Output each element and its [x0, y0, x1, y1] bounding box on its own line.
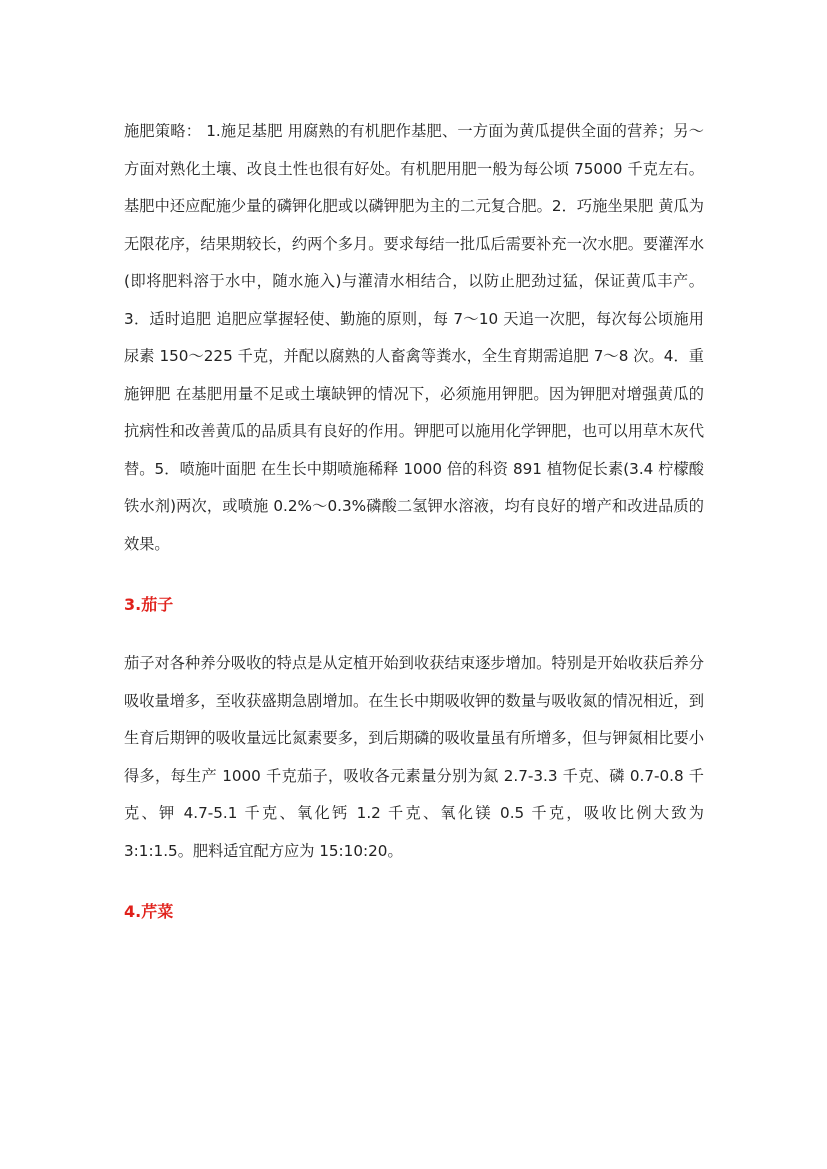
cucumber-fertilization-paragraph: 施肥策略： 1.施足基肥 用腐熟的有机肥作基肥、一方面为黄瓜提供全面的营养；另～方面对熟化土壤、改良土性也很有好处。有机肥用肥一般为每公顷 75000 千克左右。基肥中还应配施少量的磷钾化肥或以磷钾肥为主的二元复合肥。2．巧施坐果肥 黄瓜为无限花序，结果期较长，约两个多月。要求每结一批瓜后需要补充一次水肥。要灌浑水(即将肥料溶于水中，随水施入)与灌清水相结合，以防止肥劲过猛，保证黄瓜丰产。3．适时追肥 追肥应掌握轻使、勤施的原则，每 7～10 天追一次肥，每次每公顷施用尿素 150～225 千克，并配以腐熟的人畜禽等粪水，全生育期需追肥 7～8 次。4．重施钾肥 在基肥用量不足或土壤缺钾的情况下，必须施用钾肥。因为钾肥对增强黄瓜的抗病性和改善黄瓜的品质具有良好的作用。钾肥可以施用化学钾肥，也可以用草木灰代替。5．喷施叶面肥 在生长中期喷施稀释 1000 倍的科资 891 植物促长素(3.4 柠檬酸铁水剂)两次，或喷施 0.2%～0.3%磷酸二氢钾水溶液，均有良好的增产和改进品质的效果。: [124, 122, 704, 553]
document-page: [124, 113, 704, 924]
eggplant-nutrient-paragraph: 茄子对各种养分吸收的特点是从定植开始到收获结束逐步增加。特别是开始收获后养分吸收量增多，至收获盛期急剧增加。在生长中期吸收钾的数量与吸收氮的情况相近，到生育后期钾的吸收量远比氮素要多，到后期磷的吸收量虽有所增多，但与钾氮相比要小得多，每生产 1000 千克茄子，吸收各元素量分别为氮 2.7-3.3 千克、磷 0.7-0.8 千克、钾 4.7-5.1 千克、氧化钙 1.2 千克、氧化镁 0.5 千克，吸收比例大致为 3:1:1.5。肥料适宜配方应为 15:10:20。: [124, 654, 704, 860]
section-heading-celery: 4.芹菜: [124, 902, 174, 921]
section-heading-eggplant: 3.茄子: [124, 595, 174, 614]
